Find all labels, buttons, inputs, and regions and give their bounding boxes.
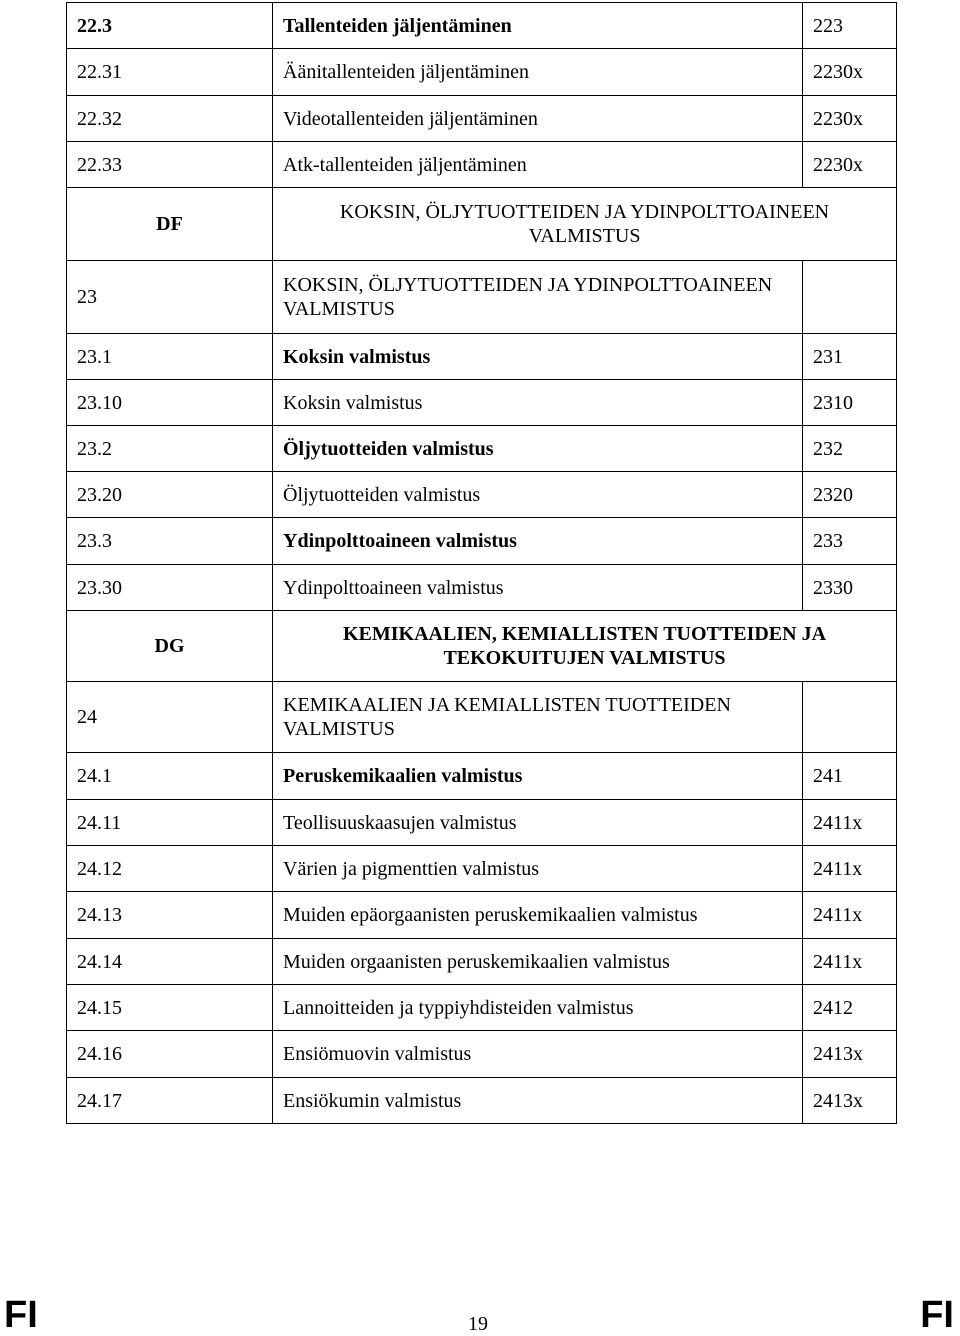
code-cell: 24.14	[67, 939, 273, 985]
code-cell: 23.10	[67, 380, 273, 426]
division-row	[67, 682, 897, 753]
code-cell: 22.33	[67, 142, 273, 188]
ref-cell: 2320	[803, 472, 897, 518]
code-cell: 23.1	[67, 334, 273, 380]
section-row	[67, 611, 897, 682]
title-cell: Peruskemikaalien valmistus	[273, 753, 803, 800]
ref-cell: 2412	[803, 985, 897, 1031]
ref-cell	[803, 261, 897, 334]
code-cell: 24.17	[67, 1078, 273, 1124]
title-cell: Tallenteiden jäljentäminen	[273, 3, 803, 49]
code-cell: 22.31	[67, 49, 273, 96]
table-row	[67, 334, 897, 380]
title-cell: Öljytuotteiden valmistus	[273, 472, 803, 518]
ref-cell: 231	[803, 334, 897, 380]
ref-cell: 2413x	[803, 1078, 897, 1124]
footer-left-mark: FI	[4, 1294, 38, 1336]
title-cell: Öljytuotteiden valmistus	[273, 426, 803, 472]
code-cell: 23.3	[67, 518, 273, 565]
division-title-cell: KEMIKAALIEN JA KEMIALLISTEN TUOTTEIDEN VALMISTUS	[273, 682, 803, 753]
table-row	[67, 518, 897, 565]
section-row	[67, 188, 897, 261]
division-title-cell: KOKSIN, ÖLJYTUOTTEIDEN JA YDINPOLTTOAINEEN VALMISTUS	[273, 261, 803, 334]
table-row	[67, 426, 897, 472]
ref-cell: 241	[803, 753, 897, 800]
title-cell: Muiden orgaanisten peruskemikaalien valmistus	[273, 939, 803, 985]
table-row	[67, 846, 897, 892]
division-code-cell: 23	[67, 261, 273, 334]
title-cell: Muiden epäorgaanisten peruskemikaalien valmistus	[273, 892, 803, 939]
code-cell: 24.13	[67, 892, 273, 939]
division-code-cell: 24	[67, 682, 273, 753]
footer-right-mark: FI	[920, 1294, 954, 1336]
table-row	[67, 800, 897, 846]
ref-cell: 232	[803, 426, 897, 472]
table-row	[67, 892, 897, 939]
code-cell: 24.12	[67, 846, 273, 892]
table-row	[67, 985, 897, 1031]
title-cell: Äänitallenteiden jäljentäminen	[273, 49, 803, 96]
table-row	[67, 753, 897, 800]
ref-cell: 223	[803, 3, 897, 49]
ref-cell: 2411x	[803, 846, 897, 892]
table-row	[67, 142, 897, 188]
title-cell: Värien ja pigmenttien valmistus	[273, 846, 803, 892]
ref-cell: 2411x	[803, 892, 897, 939]
ref-cell: 2310	[803, 380, 897, 426]
section-title-cell: KEMIKAALIEN, KEMIALLISTEN TUOTTEIDEN JA TEKOKUITUJEN VALMISTUS	[273, 611, 897, 682]
title-cell: Lannoitteiden ja typpiyhdisteiden valmistus	[273, 985, 803, 1031]
division-row	[67, 261, 897, 334]
code-cell: 22.3	[67, 3, 273, 49]
classification-table	[66, 2, 897, 1124]
ref-cell: 2413x	[803, 1031, 897, 1078]
title-cell: Ydinpolttoaineen valmistus	[273, 518, 803, 565]
page-number: 19	[468, 1313, 488, 1335]
code-cell: 24.16	[67, 1031, 273, 1078]
section-title-cell: KOKSIN, ÖLJYTUOTTEIDEN JA YDINPOLTTOAINEEN VALMISTUS	[273, 188, 897, 261]
table-row	[67, 380, 897, 426]
table-row	[67, 96, 897, 142]
table-row	[67, 3, 897, 49]
table-row	[67, 49, 897, 96]
code-cell: 23.20	[67, 472, 273, 518]
code-cell: 24.11	[67, 800, 273, 846]
title-cell: Koksin valmistus	[273, 380, 803, 426]
title-cell: Atk-tallenteiden jäljentäminen	[273, 142, 803, 188]
ref-cell: 2230x	[803, 49, 897, 96]
ref-cell: 2411x	[803, 939, 897, 985]
table-row	[67, 1031, 897, 1078]
code-cell: 22.32	[67, 96, 273, 142]
ref-cell: 2230x	[803, 96, 897, 142]
title-cell: Koksin valmistus	[273, 334, 803, 380]
section-code-cell: DG	[67, 611, 273, 682]
ref-cell: 2330	[803, 565, 897, 611]
section-code-cell: DF	[67, 188, 273, 261]
code-cell: 24.1	[67, 753, 273, 800]
ref-cell: 233	[803, 518, 897, 565]
ref-cell	[803, 682, 897, 753]
ref-cell: 2230x	[803, 142, 897, 188]
title-cell: Ensiömuovin valmistus	[273, 1031, 803, 1078]
table-row	[67, 565, 897, 611]
title-cell: Teollisuuskaasujen valmistus	[273, 800, 803, 846]
title-cell: Videotallenteiden jäljentäminen	[273, 96, 803, 142]
table-row	[67, 939, 897, 985]
code-cell: 23.2	[67, 426, 273, 472]
code-cell: 24.15	[67, 985, 273, 1031]
ref-cell: 2411x	[803, 800, 897, 846]
code-cell: 23.30	[67, 565, 273, 611]
title-cell: Ensiökumin valmistus	[273, 1078, 803, 1124]
table-row	[67, 472, 897, 518]
title-cell: Ydinpolttoaineen valmistus	[273, 565, 803, 611]
table-row	[67, 1078, 897, 1124]
